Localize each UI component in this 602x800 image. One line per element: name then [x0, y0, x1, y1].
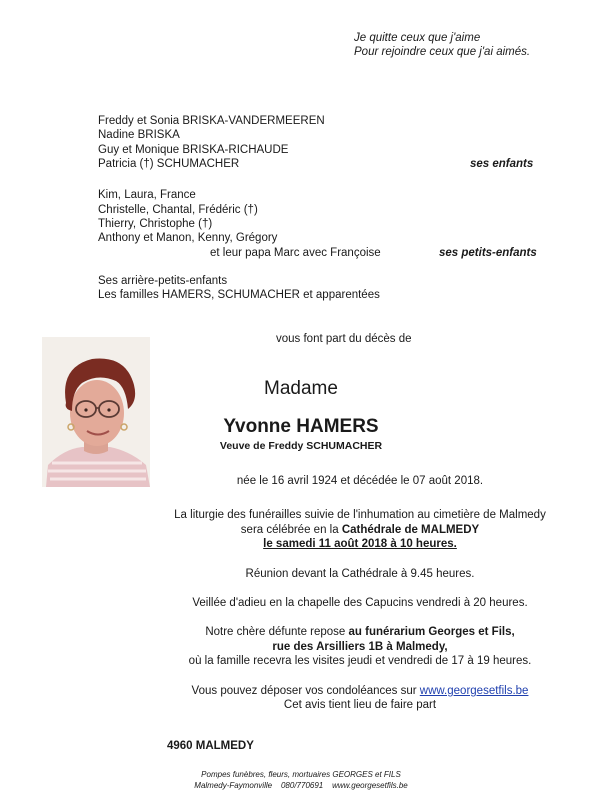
condolences-line-1 [150, 684, 570, 698]
deceased-name: Yvonne HAMERS [223, 416, 379, 437]
deceased-dates: née le 16 avril 1924 et décédée le 07 août 2018. [236, 475, 484, 487]
footer-line-2: Malmedy-Faymonville 080/770691 www.georgesetfils.be [194, 781, 408, 790]
condolences-prefix: Vous pouvez déposer vos condoléances sur [191, 685, 420, 697]
quote-line-2: Pour rejoindre ceux que j'ai aimés. [354, 46, 531, 58]
grandchild-name: Christelle, Chantal, Frédéric (†) [98, 204, 258, 216]
rest-address: rue des Arsilliers 1B à Malmedy, [272, 641, 448, 653]
funeral-line-2 [150, 523, 570, 537]
condolences-line-2: Cet avis tient lieu de faire part [283, 699, 437, 711]
footer-line-1: Pompes funèbres, fleurs, mortuaires GEORGES et FILS [201, 770, 401, 779]
funeral-date: le samedi 11 août 2018 à 10 heures. [263, 538, 457, 550]
funeral-place: Cathédrale de MALMEDY [341, 524, 480, 536]
child-name: Patricia (†) SCHUMACHER [98, 158, 240, 170]
deceased-photo [42, 337, 150, 487]
grandchildren-label: ses petits-enfants [439, 247, 537, 259]
funeral-place-prefix: sera célébrée en la [240, 524, 342, 536]
grandchild-name: Thierry, Christophe (†) [98, 218, 213, 230]
deceased-widow: Veuve de Freddy SCHUMACHER [219, 440, 383, 452]
meeting-text: Réunion devant la Cathédrale à 9.45 heures. [245, 568, 475, 580]
families-line: Les familles HAMERS, SCHUMACHER et apparentées [98, 289, 380, 301]
great-grandchildren-line: Ses arrière-petits-enfants [98, 275, 228, 287]
grandchild-name: Anthony et Manon, Kenny, Grégory [98, 232, 278, 244]
funeral-line-1: La liturgie des funérailles suivie de l'inhumation au cimetière de Malmedy [174, 509, 546, 521]
rest-line-1 [150, 625, 570, 639]
rest-visits: où la famille recevra les visites jeudi et vendredi de 17 à 19 heures. [188, 655, 532, 667]
deceased-title: Madame [264, 378, 338, 399]
quote-line-1: Je quitte ceux que j'aime [354, 32, 481, 44]
child-name: Guy et Monique BRISKA-RICHAUDE [98, 144, 289, 156]
child-name: Nadine BRISKA [98, 129, 180, 141]
vigil-text: Veillée d'adieu en la chapelle des Capucins vendredi à 20 heures. [192, 597, 528, 609]
rest-prefix: Notre chère défunte repose [205, 626, 349, 638]
grandchild-name: et leur papa Marc avec Françoise [210, 247, 381, 259]
condolences-link[interactable]: www.georgesetfils.be [419, 685, 529, 697]
address: 4960 MALMEDY [167, 740, 254, 752]
children-label: ses enfants [470, 158, 534, 170]
child-name: Freddy et Sonia BRISKA-VANDERMEEREN [98, 115, 325, 127]
grandchild-name: Kim, Laura, France [98, 189, 196, 201]
announce-text: vous font part du décès de [276, 333, 412, 345]
portrait-illustration [42, 337, 150, 487]
funeral-home: au funérarium Georges et Fils, [348, 626, 515, 638]
